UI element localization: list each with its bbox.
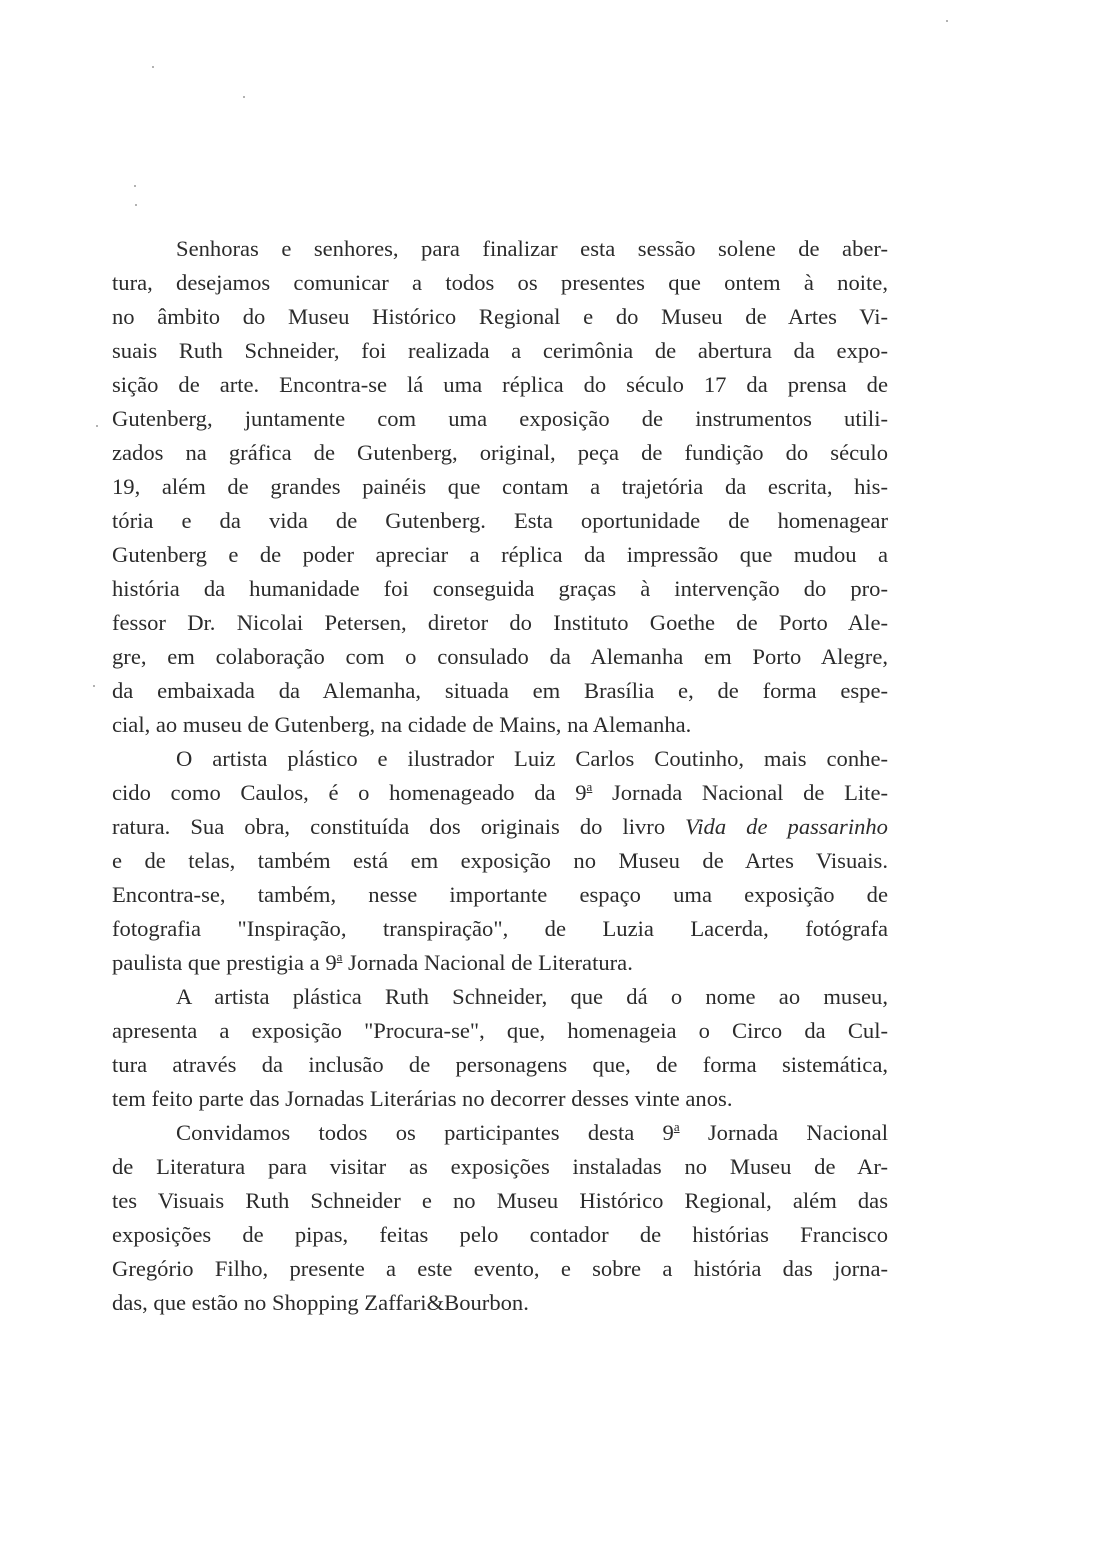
text-line: paulista que prestigia a 9$^a$ Jornada Nacional de Literatura. <box>112 949 633 975</box>
text-line: Encontra-se, também, nesse importante espaço uma exposição de <box>112 882 888 907</box>
text-line: 19, além de grandes painéis que contam a trajetória da escrita, his- <box>112 474 888 499</box>
text-line: tem feito parte das Jornadas Literárias no decorrer desses vinte anos. <box>112 1086 733 1111</box>
text-line: O artista plástico e ilustrador Luiz Carlos Coutinho, mais conhe- <box>176 746 888 771</box>
text-line: Gutenberg e de poder apreciar a réplica da impressão que mudou a <box>112 542 888 567</box>
text-line: e de telas, também está em exposição no Museu de Artes Visuais. <box>112 848 888 873</box>
text-line: Convidamos todos os participantes desta 9$^a$ Jornada Nacional <box>176 1119 888 1145</box>
text-line: Senhoras e senhores, para finalizar esta sessão solene de aber- <box>176 236 888 261</box>
paper-speck <box>134 185 136 187</box>
text-line: tes Visuais Ruth Schneider e no Museu Histórico Regional, além das <box>112 1188 888 1213</box>
text-line: história da humanidade foi conseguida graças à intervenção do pro- <box>112 576 888 601</box>
text-line: tória e da vida de Gutenberg. Esta oportunidade de homenagear <box>112 508 888 533</box>
text-line: no âmbito do Museu Histórico Regional e do Museu de Artes Vi- <box>112 304 888 329</box>
paper-speck <box>152 66 154 68</box>
text-line: das, que estão no Shopping Zaffari&Bourbon. <box>112 1290 529 1315</box>
text-line: ratura. Sua obra, constituída dos originais do livro Vida de passarinho <box>112 814 888 839</box>
paper-speck <box>96 425 98 427</box>
text-line: fessor Dr. Nicolai Petersen, diretor do Instituto Goethe de Porto Ale- <box>112 610 888 635</box>
text-line: da embaixada da Alemanha, situada em Brasília e, de forma espe- <box>112 678 888 703</box>
text-line: zados na gráfica de Gutenberg, original, peça de fundição do século <box>112 440 888 465</box>
text-line: Gutenberg, juntamente com uma exposição de instrumentos utili- <box>112 406 888 431</box>
text-line: gre, em colaboração com o consulado da Alemanha em Porto Alegre, <box>112 644 888 669</box>
paper-speck <box>93 685 95 687</box>
text-line: tura através da inclusão de personagens que, de forma sistemática, <box>112 1052 888 1077</box>
text-line: cido como Caulos, é o homenageado da 9$^a$ Jornada Nacional de Lite- <box>112 779 888 805</box>
text-line: exposições de pipas, feitas pelo contador de histórias Francisco <box>112 1222 888 1247</box>
paragraph-4 <box>112 1116 888 1320</box>
text-line: sição de arte. Encontra-se lá uma réplica do século 17 da prensa de <box>112 372 888 397</box>
paragraph-1 <box>112 232 888 742</box>
body-text <box>112 232 888 1320</box>
text-line: fotografia "Inspiração, transpiração", de Luzia Lacerda, fotógrafa <box>112 916 888 941</box>
paper-speck <box>946 20 948 22</box>
text-line: Gregório Filho, presente a este evento, e sobre a história das jorna- <box>112 1256 888 1281</box>
text-line: apresenta a exposição "Procura-se", que, homenageia o Circo da Cul- <box>112 1018 888 1043</box>
paragraph-3 <box>112 980 888 1116</box>
text-line: A artista plástica Ruth Schneider, que dá o nome ao museu, <box>176 984 888 1009</box>
paper-speck <box>135 204 137 206</box>
text-line: cial, ao museu de Gutenberg, na cidade de Mains, na Alemanha. <box>112 712 692 737</box>
text-line: suais Ruth Schneider, foi realizada a cerimônia de abertura da expo- <box>112 338 888 363</box>
text-line: tura, desejamos comunicar a todos os presentes que ontem à noite, <box>112 270 888 295</box>
paper-speck <box>243 96 245 98</box>
paragraph-2 <box>112 742 888 980</box>
text-line: de Literatura para visitar as exposições instaladas no Museu de Ar- <box>112 1154 888 1179</box>
